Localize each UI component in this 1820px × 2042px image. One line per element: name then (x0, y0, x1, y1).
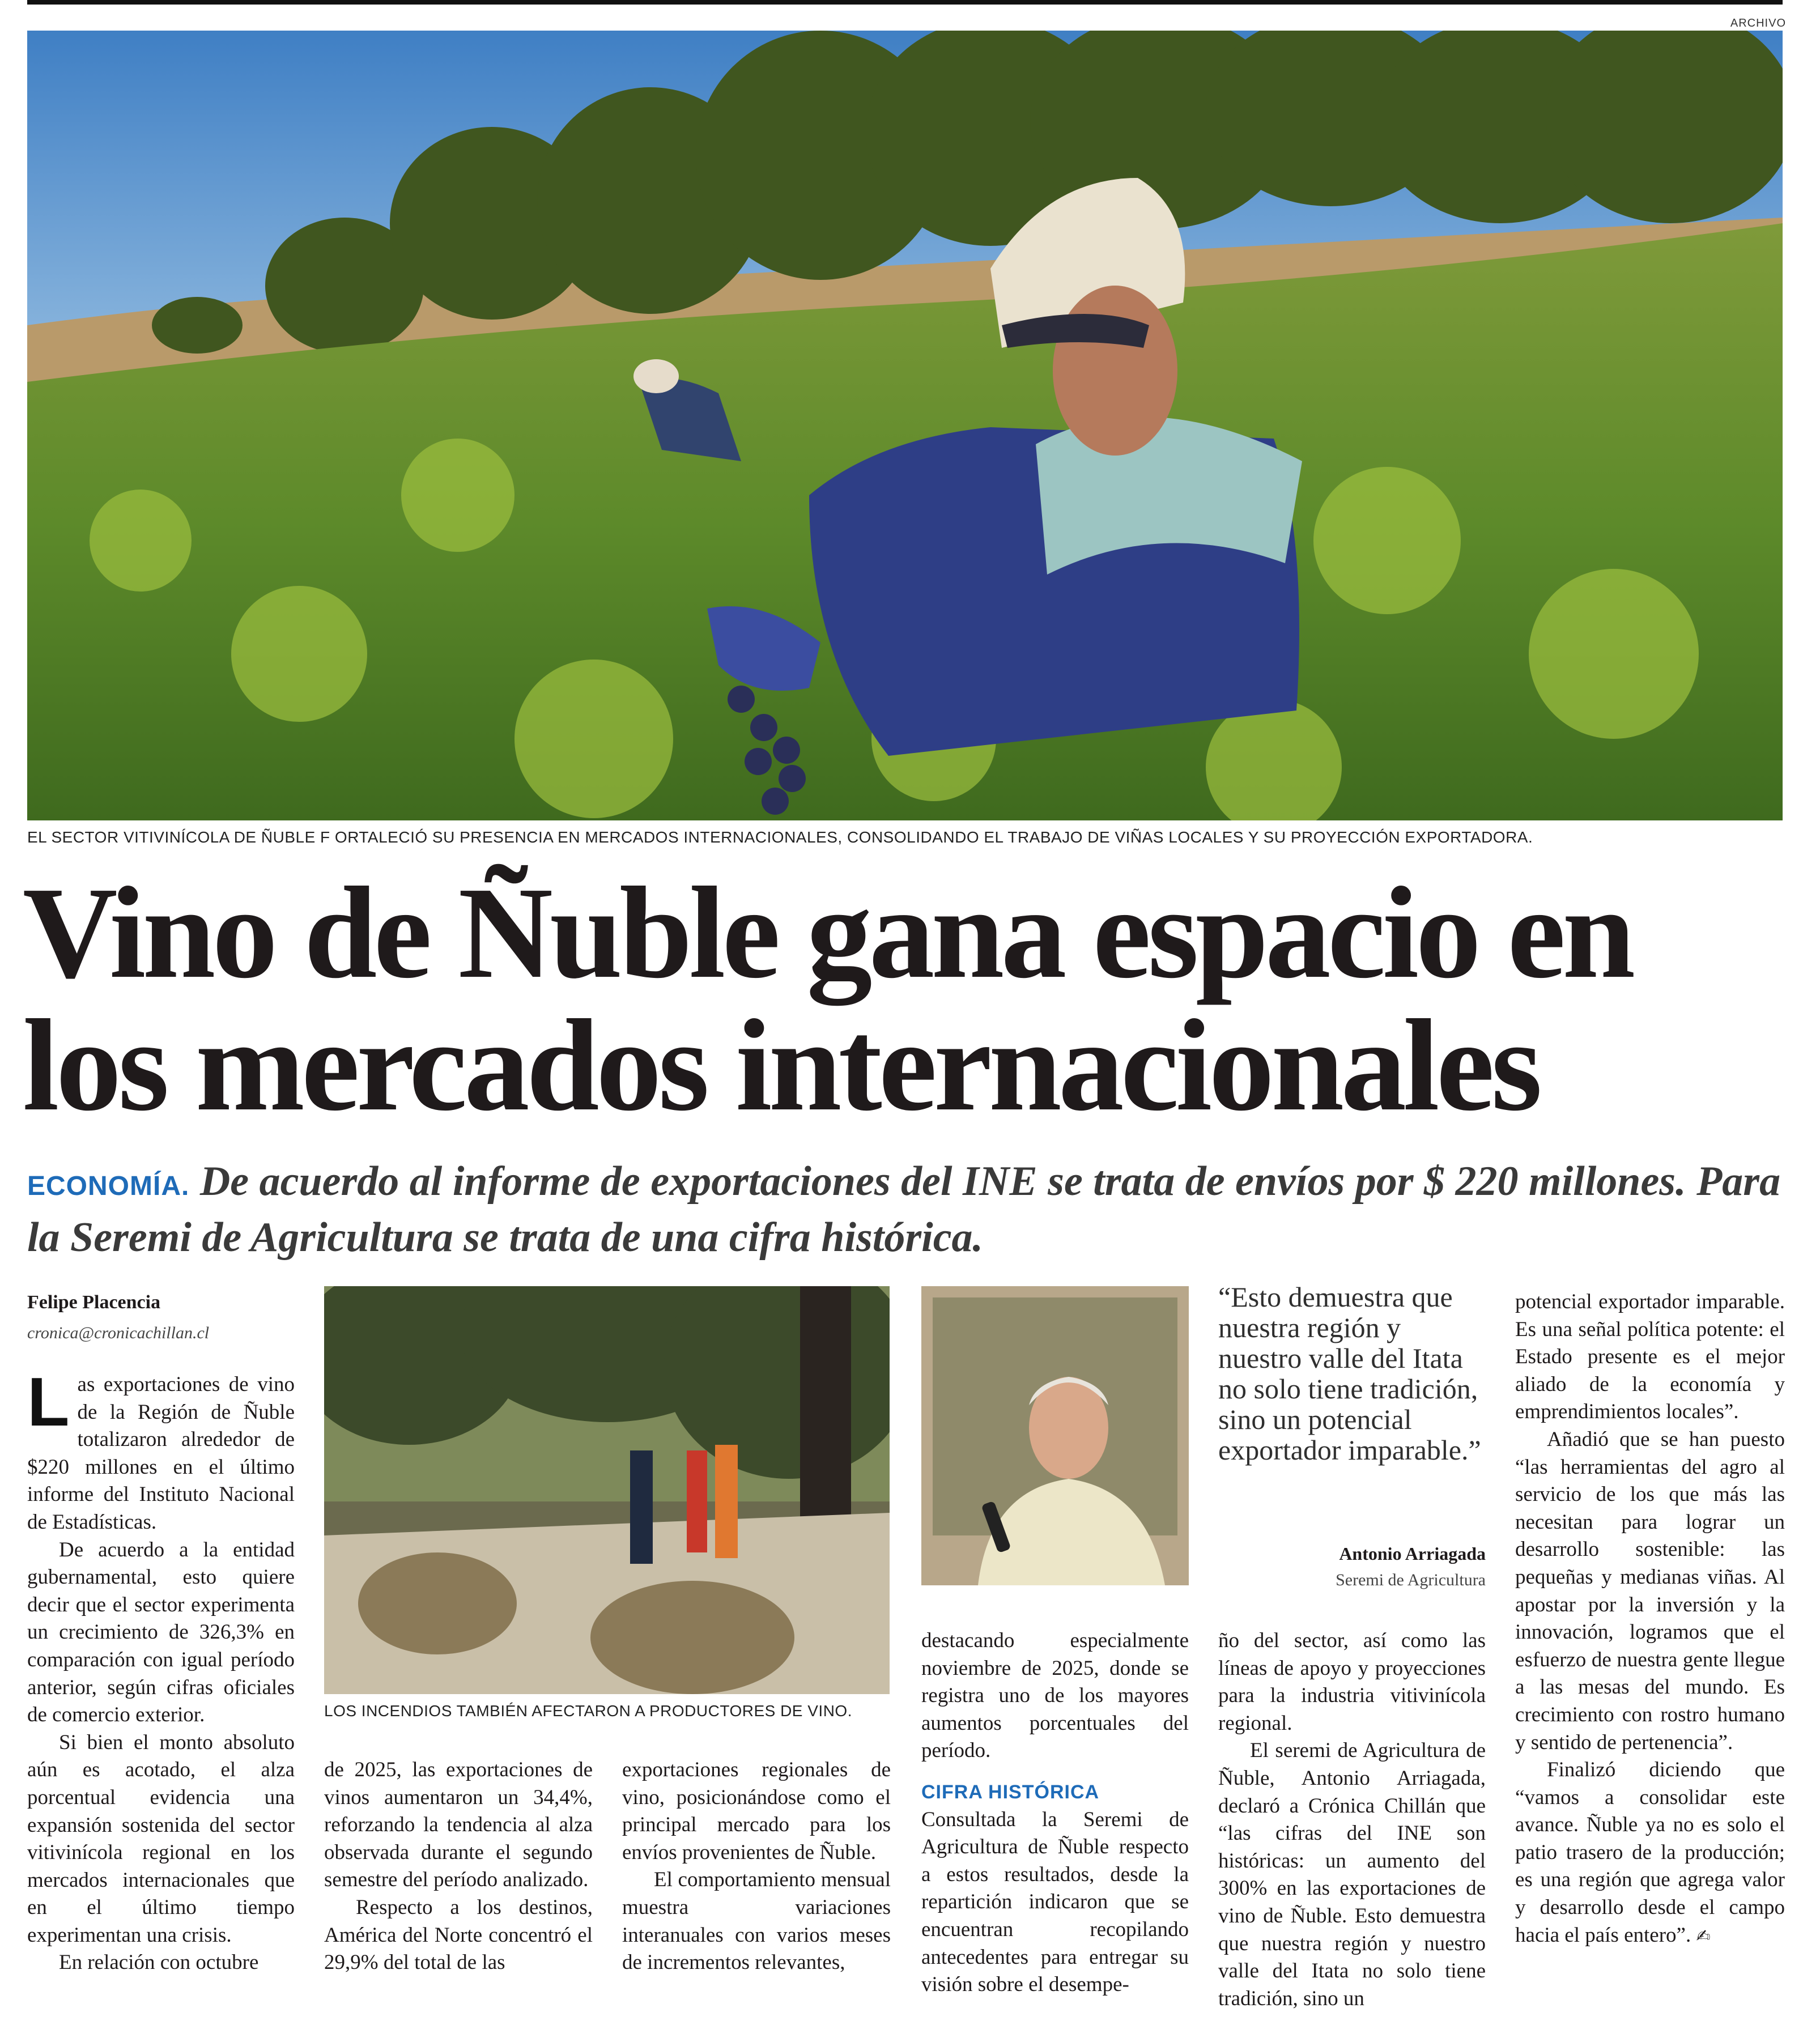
fire-photo (324, 1286, 890, 1694)
deck-text: De acuerdo al informe de exportaciones del INE se trata de envíos por $ 220 millones. Para la Seremi de Agricultura se trata de una cifra histórica. (27, 1158, 1781, 1261)
paragraph-text: Finalizó diciendo que “vamos a consolidar este avance. Ñuble ya no es solo el patio trasero de la producción; es una región que agrega valor y desarrollo desde el campo hacia el país entero”. (1515, 1758, 1785, 1947)
paragraph: Si bien el monto absoluto aún es acotado, el alza porcentual evidencia una expansión sostenida del sector vitivinícola regional en los mercados internacionales que en el último tiempo experimentan una crisis. (27, 1730, 295, 1947)
pull-quote: “Esto demuestra que nuestra región y nuestro valle del Itata no solo tiene tradición, sino un potencial exportador imparable.” (1218, 1281, 1481, 1466)
paragraph: destacando especialmente noviembre de 2025, donde se registra uno de los mayores aumentos porcentuales del período. (921, 1629, 1189, 1763)
top-rule (27, 0, 1783, 5)
quote-author-role: Seremi de Agricultura (1336, 1571, 1486, 1589)
main-photo (27, 31, 1783, 820)
body-column-1 (27, 1363, 295, 1977)
body-column-3 (622, 1756, 891, 1977)
headline (23, 860, 1791, 1138)
paragraph: potencial exportador imparable. Es una señal política potente: el Estado presente es el mejor aliado de la economía y emprendimientos locales”. (1515, 1290, 1785, 1424)
paragraph: El comportamiento mensual muestra variaciones interanuales con varios meses de incrementos relevantes, (622, 1868, 891, 1975)
byline-author: Felipe Placencia (27, 1292, 161, 1313)
deck (27, 1156, 1789, 1263)
fire-photo-caption: LOS INCENDIOS TAMBIÉN AFECTARON A PRODUCTORES DE VINO. (324, 1702, 852, 1720)
paragraph: Añadió que se han puesto “las herramientas del agro al servicio de los que más las necesitan para lograr un desarrollo sostenible: las pequeñas y medianas viñas. Al apostar por la inversión y la innovación, logramos que el esfuerzo de nuestra gente llegue a las mesas del mundo. Es crecimiento con rostro humano y sentido de pertenencia”. (1515, 1427, 1785, 1754)
paragraph: Respecto a los destinos, América del Norte concentró el 29,9% del total de las (324, 1895, 593, 1975)
vineyard-image (27, 31, 1783, 820)
speaker-portrait-image (921, 1286, 1189, 1585)
paragraph: exportaciones regionales de vino, posicionándose como el principal mercado para los envíos provenientes de Ñuble. (622, 1758, 891, 1864)
paragraph: Consultada la Seremi de Agricultura de Ñuble respecto a estos resultados, desde la repartición indicaron que se encuentran recopilando antecedentes para entregar su visión sobre el desempe- (921, 1807, 1189, 1997)
drop-cap: L (27, 1363, 70, 1440)
body-column-4 (921, 1627, 1189, 1999)
body-column-5 (1218, 1627, 1486, 2013)
byline-email[interactable]: cronica@cronicachillan.cl (27, 1324, 210, 1342)
paragraph (27, 1363, 295, 1537)
paragraph: El seremi de Agricultura de Ñuble, Antonio Arriagada, declaró a Crónica Chillán que “las cifras del INE son históricas: un aumento del 300% en las exportaciones de vino de Ñuble. Esto demuestra que nuestra región y nuestro valle del Itata no solo tiene tradición, sino un (1218, 1739, 1486, 2010)
quote-author: Antonio Arriagada (1339, 1543, 1486, 1564)
body-column-6 (1515, 1288, 1785, 1950)
section-kicker: ECONOMÍA. (27, 1171, 190, 1201)
headline-line-1: Vino de Ñuble gana espacio en (23, 860, 1632, 1006)
burned-vineyard-image (324, 1286, 890, 1694)
headline-line-2: los mercados internacionales (23, 993, 1539, 1138)
paragraph: ño del sector, así como las líneas de apoyo y proyecciones para la industria vitivinícola regional. (1218, 1629, 1486, 1735)
end-of-article-icon: ✍ (1696, 1926, 1711, 1946)
paragraph: de 2025, las exportaciones de vinos aumentaron un 34,4%, reforzando la tendencia al alza observada durante el segundo semestre del período analizado. (324, 1758, 593, 1892)
subhead (921, 1779, 1189, 1806)
subhead-label: CIFRA HISTÓRICA (921, 1781, 1100, 1803)
body-column-2 (324, 1756, 593, 1977)
main-photo-caption: EL SECTOR VITIVINÍCOLA DE ÑUBLE F ORTALECIÓ SU PRESENCIA EN MERCADOS INTERNACIONALES, CONSOLIDANDO EL TRABAJO DE VIÑAS LOCALES Y SU PROYECCIÓN EXPORTADORA. (27, 828, 1533, 846)
paragraph-text: as exportaciones de vino de la Región de Ñuble totalizaron alrededor de $220 millones en el último informe del Instituto Nacional de Estadísticas. (27, 1373, 295, 1534)
photo-credit: ARCHIVO (1730, 17, 1786, 29)
paragraph (1515, 1756, 1785, 1950)
paragraph: De acuerdo a la entidad gubernamental, esto quiere decir que el sector experimenta un crecimiento de 326,3% en comparación con igual período anterior, según cifras oficiales de comercio exterior. (27, 1538, 295, 1727)
portrait-photo (921, 1286, 1189, 1585)
paragraph: En relación con octubre (59, 1951, 259, 1975)
